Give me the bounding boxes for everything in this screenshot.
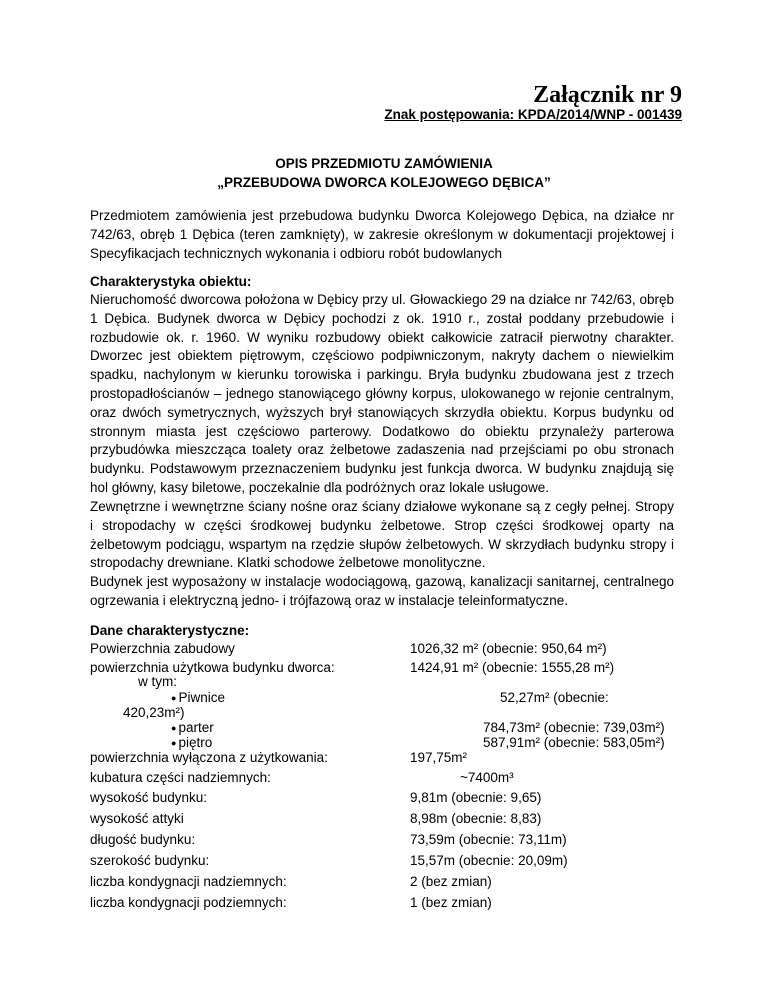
width-label: szerokość budynku: <box>90 853 210 868</box>
first-floor-label: piętro <box>178 735 213 750</box>
length-value: 73,59m (obecnie: 73,11m) <box>410 832 567 847</box>
procedure-reference: Znak postępowania: KPDA/2014/WNP - 001439 <box>384 107 682 122</box>
usable-area-value: 1424,91 m² (obecnie: 1555,28 m²) <box>410 660 615 675</box>
excluded-area-label: powierzchnia wyłączona z użytkowania: <box>90 750 328 765</box>
basement-label: Piwnice <box>178 690 225 705</box>
built-area-value: 1026,32 m² (obecnie: 950,64 m²) <box>410 641 607 656</box>
ground-floor-value: 784,73m² (obecnie: 739,03m²) <box>483 720 665 735</box>
built-area-label: Powierzchnia zabudowy <box>90 641 235 656</box>
height-value: 9,81m (obecnie: 9,65) <box>410 790 542 805</box>
basement-value: 52,27m² (obecnie: <box>500 690 609 705</box>
bullet-icon: ● <box>171 723 177 733</box>
width-value: 15,57m (obecnie: 20,09m) <box>410 853 568 868</box>
characteristics-paragraph-3: Budynek jest wyposażony w instalacje wodociągową, gazową, kanalizacji sanitarnej, centralnego ogrzewania i elektryczną jedno- i trójfazową oraz w instalacje teleinformatyczne. <box>90 574 674 608</box>
ground-floor-item <box>171 720 214 735</box>
usable-area-label: powierzchnia użytkowa budynku dworca: <box>90 660 335 675</box>
bullet-icon: ● <box>171 738 177 748</box>
heading-line-1: OPIS PRZEDMIOTU ZAMÓWIENIA <box>275 156 493 171</box>
volume-label: kubatura części nadziemnych: <box>90 770 271 785</box>
above-ground-label: liczba kondygnacji nadziemnych: <box>90 874 287 889</box>
characteristics-paragraph-2: Zewnętrzne i wewnętrzne ściany nośne oraz ściany działowe wykonane są z cegły pełnej. Stropy i stropodachy w części środkowej budynku żelbetowe. Strop części środkowej oparty na żelbetowym podciągu, wspartym na rzędzie słupów żelbetowych. W skrzydłach budynku stropy i stropodachy drewniane. Klatki schodowe żelbetowe monolityczne. <box>90 499 674 571</box>
characteristics-title: Charakterystyka obiektu: <box>90 274 252 289</box>
basement-value-cont: 420,23m²) <box>123 705 185 720</box>
below-ground-value: 1 (bez zmian) <box>410 895 492 910</box>
first-floor-value: 587,91m² (obecnie: 583,05m²) <box>483 735 665 750</box>
ground-floor-label: parter <box>178 720 214 735</box>
below-ground-label: liczba kondygnacji podziemnych: <box>90 895 287 910</box>
basement-item <box>171 690 225 705</box>
attachment-title: Załącznik nr 9 <box>533 82 682 108</box>
data-title: Dane charakterystyczne: <box>90 623 250 638</box>
length-label: długość budynku: <box>90 832 196 847</box>
excluded-area-value: 197,75m² <box>410 750 468 765</box>
intro-paragraph: Przedmiotem zamówienia jest przebudowa budynku Dworca Kolejowego Dębica, na działce nr 742/63, obręb 1 Dębica (teren zamknięty), w zakresie określonym w dokumentacji projektowej i Specyfikacjach technicznych wykonania i odbioru robót budowlanych <box>90 208 674 261</box>
including-label: w tym: <box>138 674 177 689</box>
above-ground-value: 2 (bez zmian) <box>410 874 492 889</box>
heading-line-2: „PRZEBUDOWA DWORCA KOLEJOWEGO DĘBICA” <box>217 175 551 190</box>
volume-value: ~7400m³ <box>460 770 514 785</box>
attic-value: 8,98m (obecnie: 8,83) <box>410 811 542 826</box>
height-label: wysokość budynku: <box>90 790 208 805</box>
attic-label: wysokość attyki <box>90 811 184 826</box>
first-floor-item <box>171 735 212 750</box>
bullet-icon: ● <box>171 693 177 703</box>
characteristics-paragraph-1: Nieruchomość dworcowa położona w Dębicy przy ul. Głowackiego 29 na działce nr 742/63, obręb 1 Dębica. Budynek dworca w Dębicy pochodzi z ok. 1910 r., został poddany przebudowie i rozbudowie ok. r. 1960. W wyniku rozbudowy obiekt całkowicie zatracił pierwotny charakter. Dworzec jest obiektem piętrowym, częściowo podpiwniczonym, nakryty dachem o niewielkim spadku, nachylonym w kierunku torowiska i parkingu. Bryła budynku zbudowana jest z trzech prostopadłościanów – jednego stanowiącego główny korpus, ulokowanego w rejonie centralnym, oraz dwóch symetrycznych, wyższych brył stanowiących skrzydła obiektu. Korpus budynku od stronnym miasta jest częściowo parterowy. Dodatkowo do obiektu przynależy parterowa przybudówka mieszcząca toalety oraz żelbetowe zadaszenia nad przejściami po obu stronach budynku. Podstawowym przeznaczeniem budynku jest funkcja dworca. W budynku znajdują się hol główny, kasy biletowe, poczekalnie dla podróżnych oraz lokale usługowe. <box>90 292 674 495</box>
